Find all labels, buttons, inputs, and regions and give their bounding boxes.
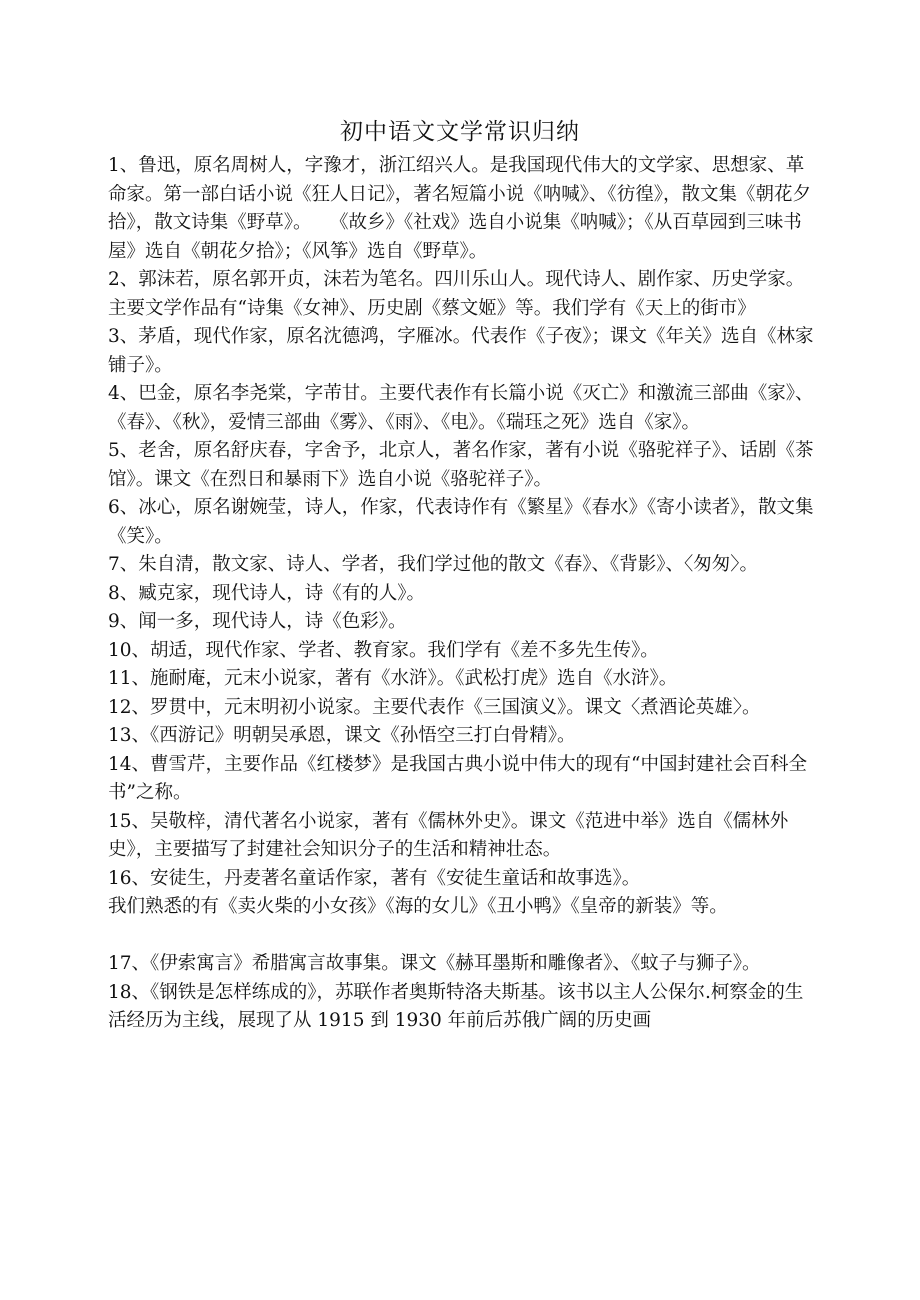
paragraph-7: 7、朱自清，散文家、诗人、学者，我们学过他的散文《春》、《背影》、〈匆匆〉。: [108, 554, 759, 575]
paragraph-5: 5、老舍，原名舒庆春，字舍予，北京人，著名作家，著有小说《骆驼祥子》、话剧《茶馆》。课文《在烈日和暴雨下》选自小说《骆驼祥子》。: [108, 440, 814, 490]
paragraph-12: 12、罗贯中，元末明初小说家。主要代表作《三国演义》。课文〈煮酒论英雄〉。: [108, 696, 761, 718]
paragraph-14: 14、曹雪芹，主要作品《红楼梦》是我国古典小说中伟大的现有“中国封建社会百科全书”之称。: [108, 753, 808, 803]
paragraph-3: 3、茅盾，现代作家，原名沈德鸿，字雁冰。代表作《子夜》；课文《年关》选自《林家铺子》。: [108, 326, 814, 376]
document-title: 初中语文文学常识归纳: [340, 119, 580, 145]
document-body: [108, 152, 816, 1036]
paragraph-9: 9、闻一多，现代诗人，诗《色彩》。: [108, 611, 407, 632]
paragraph-13: 13、《西游记》明朝吴承恩，课文《孙悟空三打白骨精》。: [108, 725, 576, 746]
paragraph-1: 1、鲁迅，原名周树人，字豫才，浙江绍兴人。是我国现代伟大的文学家、思想家、革命家。第一部白话小说《狂人日记》，著名短篇小说《呐喊》、《彷徨》，散文集《朝花夕拾》，散文诗集《野草》。 《故乡》《社戏》选自小说集《呐喊》；《从百草园到三味书屋》选自《朝花夕拾》；《风筝》选自《野草》。: [108, 155, 812, 262]
paragraph-4: 4、巴金，原名李尧棠，字芾甘。主要代表作有长篇小说《灭亡》和激流三部曲《家》、《春》、《秋》，爱情三部曲《雾》、《雨》、《电》。《瑞珏之死》选自《家》。: [108, 383, 814, 433]
paragraph-16-continued: 我们熟悉的有《卖火柴的小女孩》《海的女儿》《丑小鸭》《皇帝的新装》等。: [108, 896, 728, 917]
paragraph-15: 15、吴敬梓，清代著名小说家，著有《儒林外史》。课文《范进中举》选自《儒林外史》，主要描写了封建社会知识分子的生活和精神壮态。: [108, 810, 789, 860]
paragraph-6: 6、冰心，原名谢婉莹，诗人，作家，代表诗作有《繁星》《春水》《寄小读者》，散文集《笑》。: [108, 497, 814, 547]
paragraph-17: 17、《伊索寓言》希腊寓言故事集。课文《赫耳墨斯和雕像者》、《蚊子与狮子》。: [108, 953, 761, 974]
paragraph-2: 2、郭沫若，原名郭开贞，沫若为笔名。四川乐山人。现代诗人、剧作家、历史学家。主要文学作品有“诗集《女神》、历史剧《蔡文姬》等。我们学有《天上的街市》: [108, 269, 805, 319]
paragraph-18: 18、《钢铁是怎样练成的》，苏联作者奥斯特洛夫斯基。该书以主人公保尔.柯察金的生活经历为主线，展现了从 1915 到 1930 年前后苏俄广阔的历史画: [108, 981, 804, 1031]
paragraph-10: 10、胡适，现代作家、学者、教育家。我们学有《差不多先生传》。: [108, 639, 659, 661]
paragraph-8: 8、臧克家，现代诗人，诗《有的人》。: [108, 582, 426, 604]
blank-line: [108, 922, 816, 951]
paragraph-11: 11、施耐庵，元末小说家，著有《水浒》。《武松打虎》选自《水浒》。: [108, 668, 678, 689]
paragraph-16: 16、安徒生，丹麦著名童话作家，著有《安徒生童话和故事选》。: [108, 867, 641, 889]
